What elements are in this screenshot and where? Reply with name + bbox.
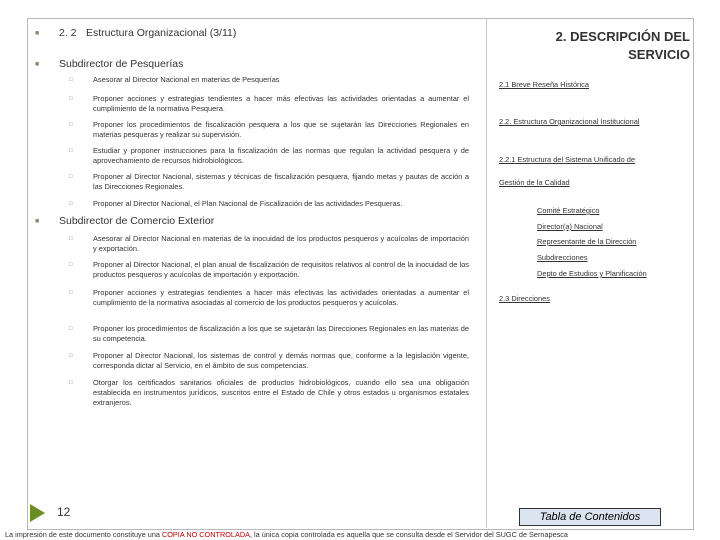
sub-bullet-icon: □ bbox=[69, 122, 73, 128]
nav-link-estructura-sistema[interactable]: 2.2.1 Estructura del Sistema Unificado de bbox=[499, 155, 635, 164]
nav-link-depto-estudios[interactable]: Depto de Estudios y Planificación bbox=[537, 269, 647, 278]
list-item: Otorgar los certificados sanitarios oficiales de productos hidrobiológicos, cuando ello sea una obligación establecida en instrumentos jurídicos, suscritos entre el Estado de Chile y otros estados u organismos estatales extranjeros. bbox=[93, 378, 469, 407]
heading-number: 2. 2 bbox=[59, 27, 77, 39]
footer-uncontrolled-copy: COPIA NO CONTROLADA bbox=[161, 530, 250, 539]
sub-bullet-icon: □ bbox=[69, 290, 73, 296]
list-item: Proponer al Director Nacional, el Plan Nacional de Fiscalización de las actividades Pesqueras. bbox=[93, 199, 403, 208]
column-divider bbox=[486, 18, 487, 528]
sub-bullet-icon: □ bbox=[69, 262, 73, 268]
sub-bullet-icon: □ bbox=[69, 236, 73, 242]
sub-bullet-icon: □ bbox=[69, 201, 73, 207]
sub-bullet-icon: □ bbox=[69, 353, 73, 359]
nav-link-comite-estrategico[interactable]: Comité Estratégico bbox=[537, 206, 600, 215]
bullet-icon: ■ bbox=[35, 61, 40, 68]
footer-text-after: , la única copia controlada es aquella que se consulta desde el Servidor del SUGC de Sernapesca bbox=[249, 530, 568, 539]
nav-link-direcciones[interactable]: 2.3 Direcciones bbox=[499, 294, 550, 303]
list-item: Proponer acciones y estrategias tendientes a hacer más efectivas las actividades orientadas a aumentar el cumplimiento de la normativa Pesquera. bbox=[93, 94, 469, 113]
next-arrow-icon[interactable] bbox=[30, 504, 45, 522]
list-item: Proponer al Director Nacional, sistemas y técnicas de fiscalización pesquera, fijando metas y pautas de acción a las Direcciones Regionales. bbox=[93, 172, 469, 191]
list-item: Asesorar al Director Nacional en materias de Pesquerías bbox=[93, 75, 280, 84]
nav-link-representante-direccion[interactable]: Representante de la Dirección bbox=[537, 237, 637, 246]
bullet-icon: ■ bbox=[35, 30, 40, 37]
list-item: Proponer los procedimientos de fiscalización pesquera a los que se sujetarán las Direcciones Regionales en materias pesqueras y realizar su supervisión. bbox=[93, 120, 469, 139]
list-item: Proponer los procedimientos de fiscalización a los que se sujetarán las Direcciones Regionales en las materias de su competencia. bbox=[93, 324, 469, 343]
nav-link-subdirecciones[interactable]: Subdirecciones bbox=[537, 253, 588, 262]
nav-link-director-nacional[interactable]: Director(a) Nacional bbox=[537, 222, 603, 231]
list-item: Asesorar al Director Nacional en materias de la inocuidad de los productos pesqueros y acuícolas de importación y exportación. bbox=[93, 234, 469, 253]
bullet-icon: ■ bbox=[35, 218, 40, 225]
subdirector-comercio-title: Subdirector de Comercio Exterior bbox=[59, 215, 215, 227]
sub-bullet-icon: □ bbox=[69, 380, 73, 386]
sub-bullet-icon: □ bbox=[69, 326, 73, 332]
subdirector-pesquerias-title: Subdirector de Pesquerías bbox=[59, 58, 184, 70]
page-number: 12 bbox=[57, 505, 71, 519]
footer-text-before: La impresión de este documento constituye una bbox=[5, 530, 162, 539]
footer-disclaimer bbox=[5, 530, 717, 539]
sub-bullet-icon: □ bbox=[69, 148, 73, 154]
section-title: 2. DESCRIPCIÓN DEL SERVICIO bbox=[555, 29, 690, 62]
list-item: Proponer acciones y estrategias tendientes a hacer más efectivas las actividades orientadas a aumentar el cumplimiento de la normativa asociadas al comercio de los productos pesqueros y acuícolas. bbox=[93, 288, 469, 307]
list-item: Proponer al Director Nacional, el plan anual de fiscalización de requisitos relativos al control de la inocuidad de los productos pesqueros y acuícolas de importación y exportación. bbox=[93, 260, 469, 279]
list-item: Proponer al Director Nacional, los sistemas de control y demás normas que, conforme a la legislación vigente, corresponda dictar al Servicio, en el ámbito de sus competencias. bbox=[93, 351, 469, 370]
heading-text: Estructura Organizacional (3/11) bbox=[86, 27, 237, 39]
nav-link-estructura-organizacional[interactable]: 2.2. Estructura Organizacional Institucional bbox=[499, 117, 640, 126]
nav-link-gestion-calidad[interactable]: Gestión de la Calidad bbox=[499, 178, 570, 187]
sub-bullet-icon: □ bbox=[69, 77, 73, 83]
table-of-contents-button[interactable]: Tabla de Contenidos bbox=[519, 508, 661, 526]
sub-bullet-icon: □ bbox=[69, 174, 73, 180]
sub-bullet-icon: □ bbox=[69, 96, 73, 102]
list-item: Estudiar y proponer instrucciones para la fiscalización de las normas que regulan la actividad pesquera y de aprovechamiento de recursos hidrobiológicos. bbox=[93, 146, 469, 165]
nav-link-resena-historica[interactable]: 2.1 Breve Reseña Histórica bbox=[499, 80, 589, 89]
